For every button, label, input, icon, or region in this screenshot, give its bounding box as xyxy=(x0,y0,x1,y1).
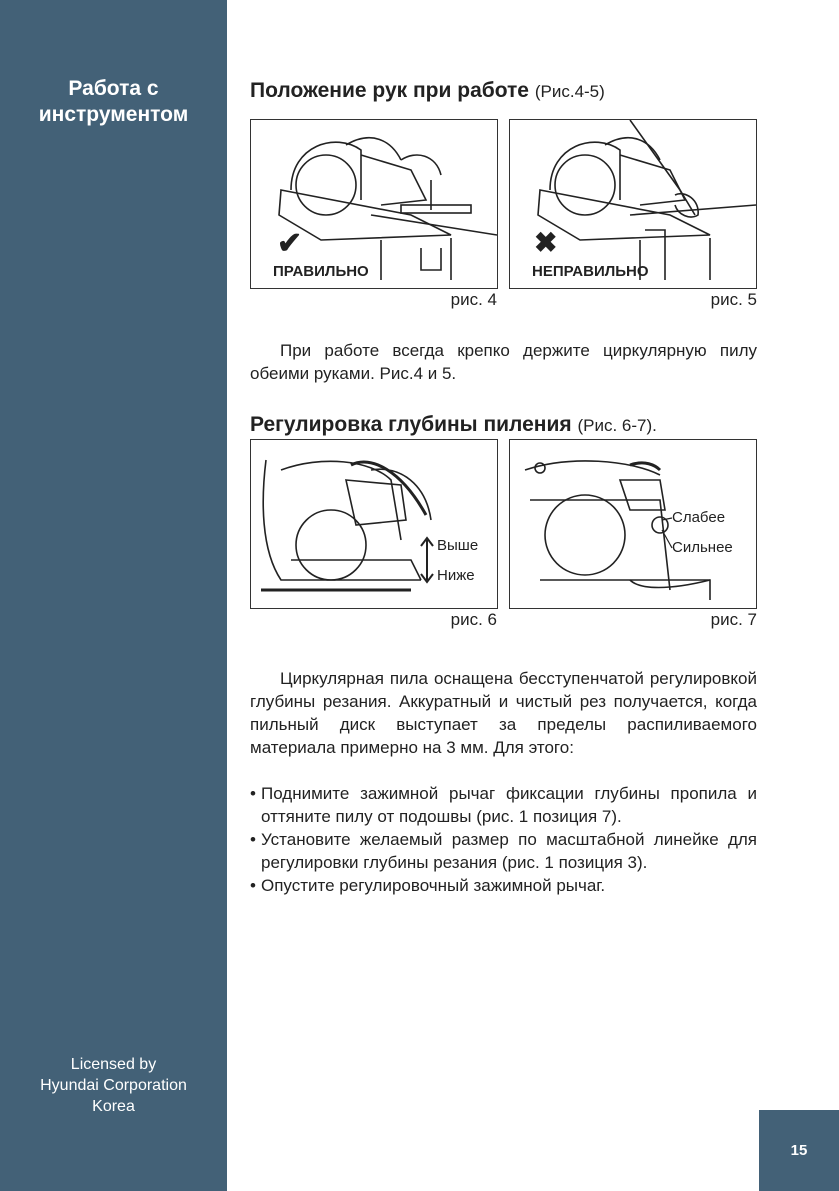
cross-icon: ✖ xyxy=(534,227,558,258)
section-title-line2: инструментом xyxy=(38,103,189,126)
heading-depth-adjust-ref: (Рис. 6-7). xyxy=(577,416,657,435)
figure-5-incorrect xyxy=(509,119,757,289)
sidebar xyxy=(0,0,227,1191)
caption-fig5: рис. 5 xyxy=(710,290,757,309)
heading-hand-position-text: Положение рук при работе xyxy=(250,79,529,102)
heading-hand-position xyxy=(250,79,605,103)
caption-fig6: рис. 6 xyxy=(450,610,497,629)
page-number-text: 15 xyxy=(790,1142,808,1159)
caption-fig7: рис. 7 xyxy=(710,610,757,629)
license-line3: Korea xyxy=(92,1098,135,1115)
paragraph-depth-adjust-text: Циркулярная пила оснащена бесступенчатой регулировкой глубины резания. Аккуратный и чистый рез получается, когда пильный диск выступает за пределы распиливаемого материала примерно на 3 мм. Для этого: xyxy=(250,669,757,757)
list-item: • Установите желаемый размер по масштабной линейке для регулировки глубины резания (рис. 1 позиция 3). xyxy=(250,828,757,874)
list-item: • Опустите регулировочный зажимной рычаг. xyxy=(250,874,757,897)
label-lower: Ниже xyxy=(437,567,475,584)
check-icon: ✔ xyxy=(277,227,303,260)
instruction-list xyxy=(250,782,757,897)
section-title-line1: Работа с xyxy=(68,77,159,100)
label-incorrect: НЕПРАВИЛЬНО xyxy=(532,263,649,280)
heading-depth-adjust xyxy=(250,413,657,437)
figure-7-lever xyxy=(509,439,757,609)
section-title xyxy=(0,76,227,128)
heading-depth-adjust-text: Регулировка глубины пиления xyxy=(250,413,572,436)
caption-fig4: рис. 4 xyxy=(450,290,497,309)
figure-6-depth xyxy=(250,439,498,609)
label-higher: Выше xyxy=(437,537,479,554)
figure-4-correct xyxy=(250,119,498,289)
paragraph-hand-position xyxy=(250,339,757,385)
paragraph-depth-adjust xyxy=(250,667,757,759)
heading-hand-position-ref: (Рис.4-5) xyxy=(534,82,605,101)
license-text xyxy=(0,1054,227,1117)
license-line1: Licensed by xyxy=(70,1056,157,1073)
label-correct: ПРАВИЛЬНО xyxy=(273,263,369,280)
paragraph-hand-position-text: При работе всегда крепко держите циркулярную пилу обеими руками. Рис.4 и 5. xyxy=(250,341,757,383)
license-line2: Hyundai Corporation xyxy=(40,1077,187,1094)
page-number xyxy=(759,1110,839,1191)
label-weaker: Слабее xyxy=(672,509,726,526)
list-item: • Поднимите зажимной рычаг фиксации глубины пропила и оттяните пилу от подошвы (рис. 1 позиция 7). xyxy=(250,782,757,828)
label-stronger: Сильнее xyxy=(672,539,733,556)
